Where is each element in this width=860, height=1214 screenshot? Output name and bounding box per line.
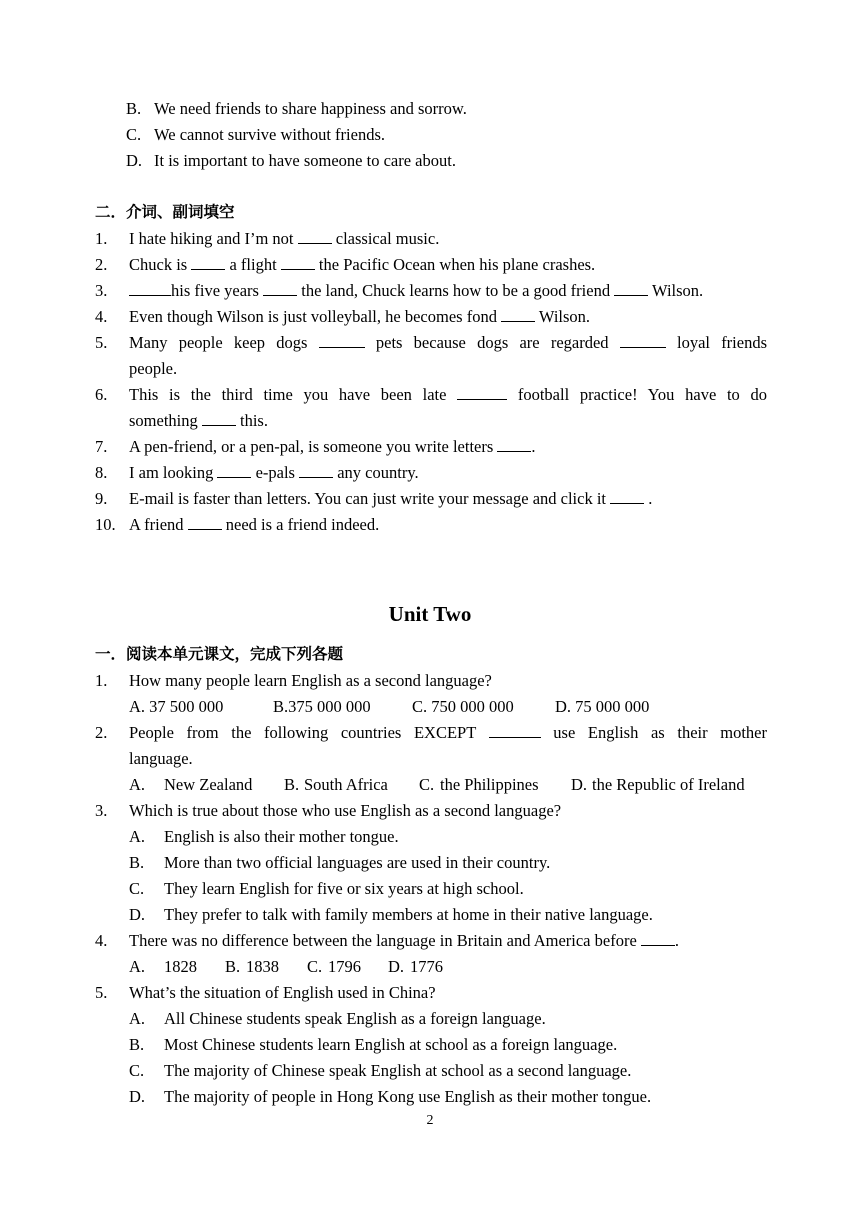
question-text: There was no difference between the language in Britain and America before .	[129, 931, 680, 950]
option-text: 1776	[410, 957, 443, 976]
option-text: We cannot survive without friends.	[154, 125, 385, 144]
question-text: I am looking e-pals any country.	[129, 463, 419, 482]
answer-blank	[191, 255, 225, 270]
answer-blank	[188, 515, 222, 530]
option-c: C. 750 000 000	[412, 697, 514, 716]
option-a: A. 37 500 000	[129, 697, 224, 716]
option-text: The majority of Chinese speak English at school as a second language.	[164, 1061, 632, 1080]
question-text: I hate hiking and I’m not classical music.	[129, 229, 440, 248]
question-number: 8.	[95, 463, 108, 482]
option-letter: D.	[129, 1087, 146, 1106]
question-number: 10.	[95, 515, 116, 534]
option-text: English is also their mother tongue.	[164, 827, 399, 846]
question-text: What’s the situation of English used in China?	[129, 983, 436, 1002]
option-letter: D.	[571, 775, 588, 794]
option-letter: A.	[129, 827, 146, 846]
question-number: 6.	[95, 385, 108, 404]
option-text: The majority of people in Hong Kong use English as their mother tongue.	[164, 1087, 652, 1106]
question-text: People from the following countries EXCEPT use English as their mother	[129, 723, 767, 742]
unit1-option-b	[126, 99, 467, 119]
question-number: 9.	[95, 489, 108, 508]
answer-blank	[202, 411, 236, 426]
question-number: 3.	[95, 801, 108, 820]
question-text: How many people learn English as a second language?	[129, 671, 492, 690]
answer-blank	[299, 463, 333, 478]
answer-blank	[610, 489, 644, 504]
option-text: More than two official languages are used in their country.	[164, 853, 551, 872]
question-text: Which is true about those who use English as a second language?	[129, 801, 562, 820]
option-text: South Africa	[304, 775, 388, 794]
answer-blank	[620, 333, 666, 348]
option-letter: D.	[129, 905, 146, 924]
question-number: 2.	[95, 723, 108, 742]
answer-blank	[457, 385, 507, 400]
option-text: We need friends to share happiness and sorrow.	[154, 99, 467, 118]
option-letter: B.	[225, 957, 241, 976]
question-number: 5.	[95, 983, 108, 1002]
option-letter: C.	[126, 125, 142, 144]
option-letter: A.	[129, 1009, 146, 1028]
option-letter: B.	[284, 775, 300, 794]
question-text: A pen-friend, or a pen-pal, is someone you write letters .	[129, 437, 536, 456]
option-text: 1796	[328, 957, 361, 976]
question-text: Many people keep dogs pets because dogs are regarded loyal friends	[129, 333, 768, 352]
option-letter: B.	[129, 1035, 145, 1054]
page-number: 2	[426, 1113, 434, 1128]
unit1-option-d	[126, 151, 456, 171]
question-number: 4.	[95, 307, 108, 326]
option-letter: C.	[129, 879, 145, 898]
option-text: Most Chinese students learn English at school as a foreign language.	[164, 1035, 618, 1054]
answer-blank	[129, 281, 171, 296]
answer-blank	[217, 463, 251, 478]
option-letter: A.	[129, 957, 146, 976]
question-number: 2.	[95, 255, 108, 274]
answer-blank	[263, 281, 297, 296]
unit1-option-c	[126, 125, 385, 145]
option-b: B.375 000 000	[273, 697, 371, 716]
question-text: Even though Wilson is just volleyball, he becomes fond Wilson.	[129, 307, 591, 326]
answer-blank	[489, 723, 541, 738]
question-text: E-mail is faster than letters. You can just write your message and click it .	[129, 489, 653, 508]
option-text: the Republic of Ireland	[592, 775, 745, 794]
option-text: They prefer to talk with family members at home in their native language.	[164, 905, 653, 924]
option-text: All Chinese students speak English as a foreign language.	[164, 1009, 546, 1028]
question-text: A friend need is a friend indeed.	[129, 515, 380, 534]
question-number: 1.	[95, 229, 108, 248]
option-letter: B.	[126, 99, 142, 118]
option-text: New Zealand	[164, 775, 253, 794]
question-number: 5.	[95, 333, 108, 352]
question-text: Chuck is a flight the Pacific Ocean when his plane crashes.	[129, 255, 596, 274]
option-text: the Philippines	[440, 775, 539, 794]
fill-question-5-cont: people.	[129, 359, 178, 378]
option-text: 1828	[164, 957, 197, 976]
fill-question-6-cont: something this.	[129, 411, 268, 430]
answer-blank	[501, 307, 535, 322]
option-text: It is important to have someone to care about.	[154, 151, 456, 170]
option-letter: C.	[419, 775, 435, 794]
question-number: 1.	[95, 671, 108, 690]
question-number: 7.	[95, 437, 108, 456]
option-letter: B.	[129, 853, 145, 872]
option-d: D. 75 000 000	[555, 697, 650, 716]
option-text: 1838	[246, 957, 279, 976]
question-number: 3.	[95, 281, 108, 300]
answer-blank	[641, 931, 675, 946]
reading-question-2-cont: language.	[129, 749, 193, 768]
section-heading-reading: 一．阅读本单元课文，完成下列各题	[95, 645, 344, 663]
section-heading-prep-adverb: 二．介词、副词填空	[95, 203, 235, 221]
option-letter: A.	[129, 775, 146, 794]
option-letter: C.	[307, 957, 323, 976]
question-text: This is the third time you have been late football practice! You have to do	[129, 385, 767, 404]
question-number: 4.	[95, 931, 108, 950]
unit-title: Unit Two	[388, 602, 472, 626]
answer-blank	[497, 437, 531, 452]
option-letter: C.	[129, 1061, 145, 1080]
answer-blank	[298, 229, 332, 244]
option-letter: D.	[126, 151, 143, 170]
option-letter: D.	[388, 957, 405, 976]
answer-blank	[319, 333, 365, 348]
answer-blank	[281, 255, 315, 270]
answer-blank	[614, 281, 648, 296]
question-text: his five years the land, Chuck learns how to be a good friend Wilson.	[129, 281, 703, 301]
option-text: They learn English for five or six years at high school.	[164, 879, 524, 898]
